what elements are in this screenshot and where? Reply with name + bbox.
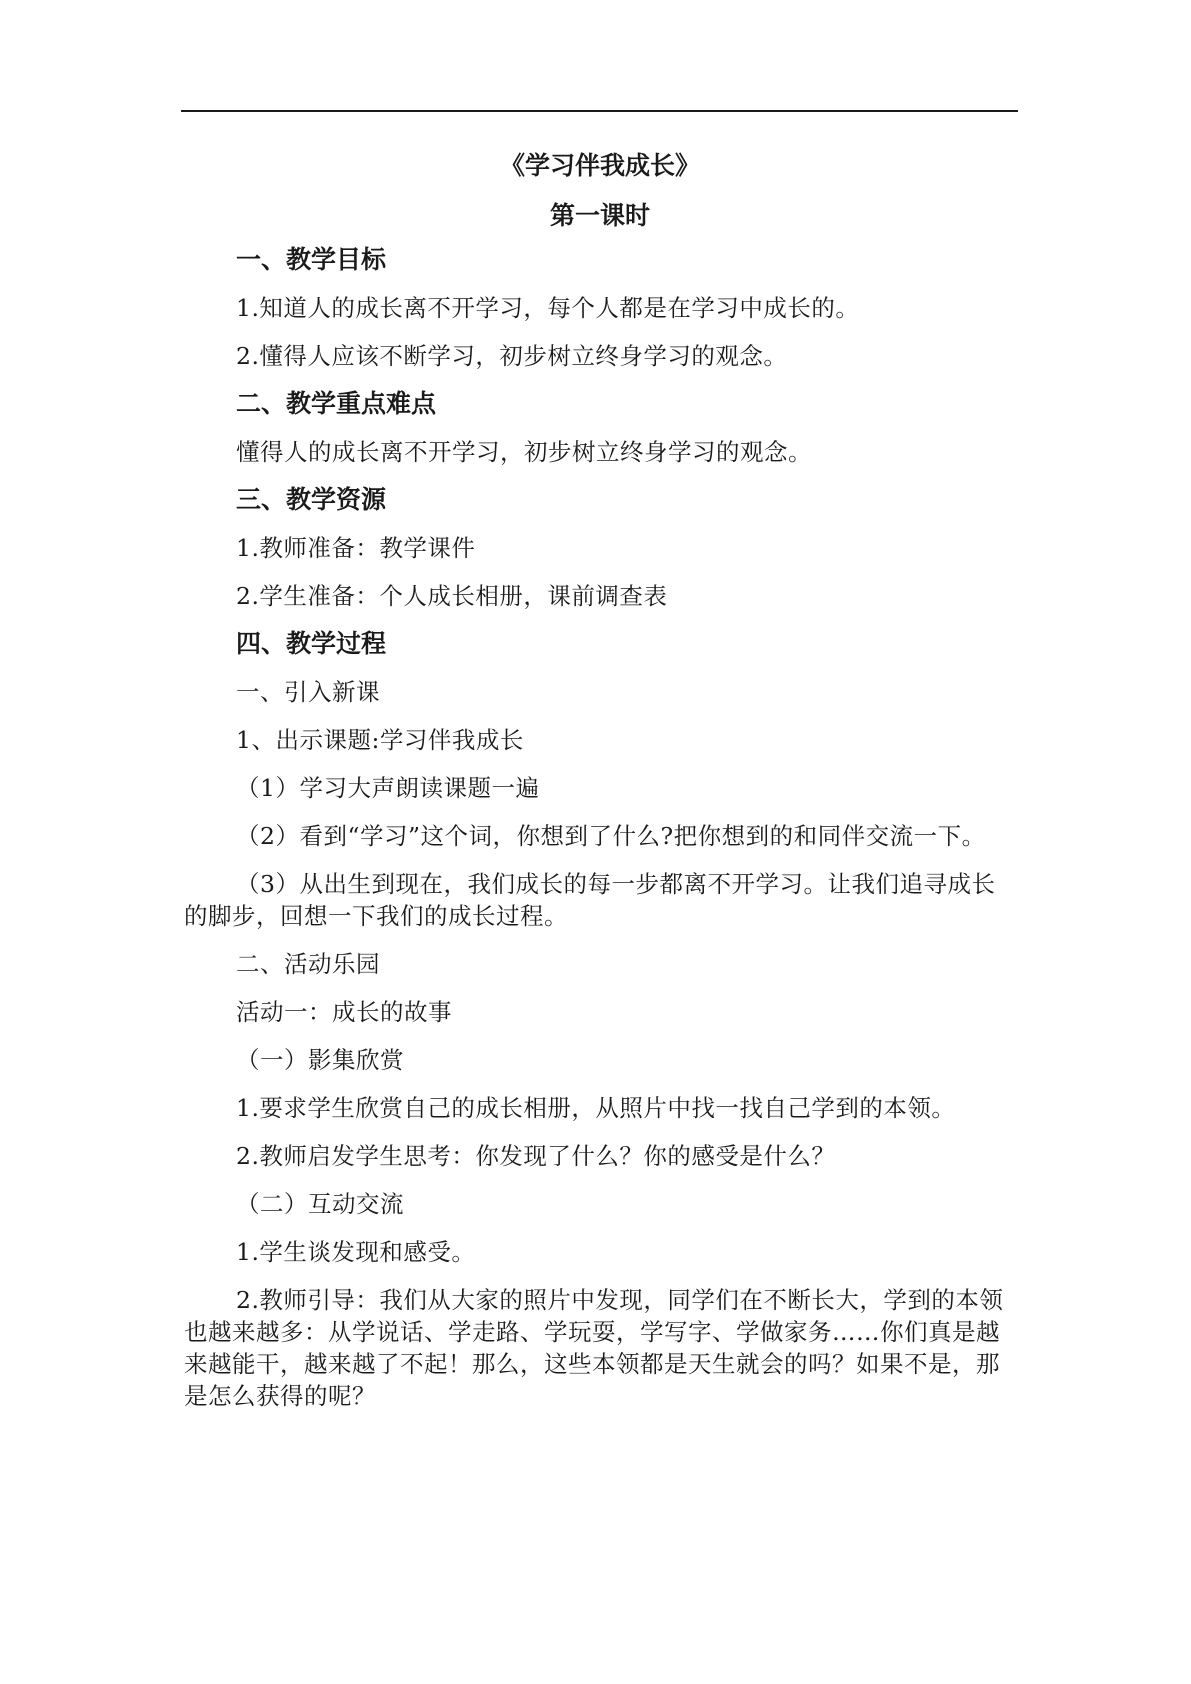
header-rule (181, 110, 1018, 112)
paragraph: 1.学生谈发现和感受。 (236, 1238, 476, 1266)
paragraph: 二、活动乐园 (236, 950, 380, 978)
document-subtitle: 第一课时 (549, 201, 650, 230)
section-heading: 四、教学过程 (236, 629, 387, 658)
paragraph: 懂得人的成长离不开学习，初步树立终身学习的观念。 (236, 438, 812, 466)
paragraph: 2.教师引导：我们从大家的照片中发现，同学们在不断长大，学到的本领也越来越多：从学说话、学走路、学玩耍，学写字、学做家务……你们真是越来越能干，越来越了不起！那么，这些本领都是天生就会的吗？如果不是，那是怎么获得的呢？ (184, 1286, 1004, 1410)
document-title: 《学习伴我成长》 (499, 151, 700, 180)
paragraph: （二）互动交流 (236, 1190, 404, 1218)
section-heading: 二、教学重点难点 (236, 389, 437, 418)
paragraph: 1.教师准备：教学课件 (236, 534, 476, 562)
paragraph: 1.要求学生欣赏自己的成长相册，从照片中找一找自己学到的本领。 (236, 1094, 956, 1122)
document-body (184, 150, 1016, 1428)
paragraph: （1）学习大声朗读课题一遍 (236, 774, 540, 802)
content-blocks (184, 244, 1016, 1412)
paragraph: 1、出示课题:学习伴我成长 (236, 726, 524, 754)
paragraph: 2.学生准备：个人成长相册，课前调查表 (236, 582, 668, 610)
section-heading: 三、教学资源 (236, 485, 387, 514)
section-heading: 一、教学目标 (236, 245, 387, 274)
paragraph: （一）影集欣赏 (236, 1046, 404, 1074)
paragraph: （2）看到“学习”这个词，你想到了什么?把你想到的和同伴交流一下。 (236, 822, 986, 850)
paragraph: （3）从出生到现在，我们成长的每一步都离不开学习。让我们追寻成长的脚步，回想一下我们的成长过程。 (184, 870, 996, 930)
paragraph: 1.知道人的成长离不开学习，每个人都是在学习中成长的。 (236, 294, 860, 322)
paragraph: 2.教师启发学生思考：你发现了什么？你的感受是什么？ (236, 1142, 836, 1170)
paragraph: 2.懂得人应该不断学习，初步树立终身学习的观念。 (236, 342, 788, 370)
paragraph: 活动一：成长的故事 (236, 998, 452, 1026)
paragraph: 一、引入新课 (236, 678, 380, 706)
